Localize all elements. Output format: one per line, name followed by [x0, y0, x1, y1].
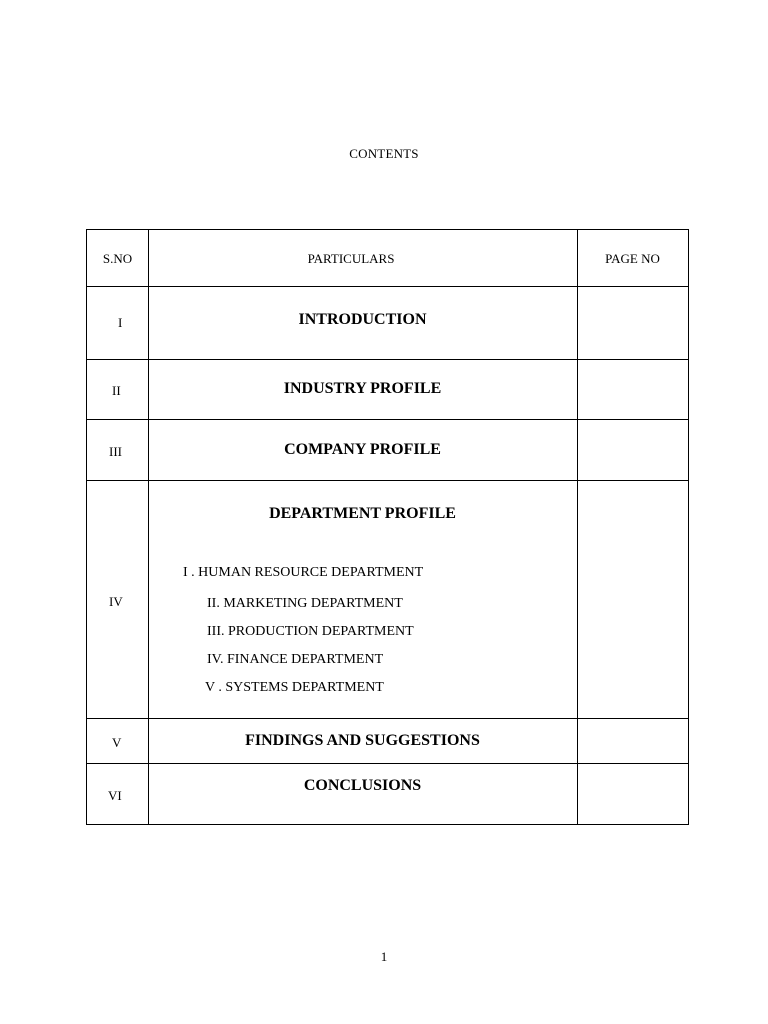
row-divider: [87, 359, 688, 360]
row-particulars: INTRODUCTION: [298, 311, 427, 328]
row-divider: [87, 763, 688, 764]
contents-table: [86, 229, 689, 825]
page-title: CONTENTS: [349, 146, 419, 161]
row-sno: I: [118, 315, 123, 330]
row-sno: VI: [108, 788, 122, 803]
row-divider: [87, 718, 688, 719]
row-particulars: DEPARTMENT PROFILE: [269, 505, 456, 522]
row-sno: III: [109, 444, 122, 459]
row-divider: [87, 419, 688, 420]
sub-item: IV. FINANCE DEPARTMENT: [207, 652, 384, 667]
row-particulars: COMPANY PROFILE: [284, 441, 441, 458]
page-number: 1: [380, 949, 388, 964]
row-sno: IV: [109, 594, 123, 609]
row-particulars: FINDINGS AND SUGGESTIONS: [245, 732, 480, 749]
sub-item: II. MARKETING DEPARTMENT: [207, 596, 403, 611]
sub-item: V . SYSTEMS DEPARTMENT: [205, 680, 384, 695]
header-particulars: PARTICULARS: [307, 251, 395, 266]
sub-item: III. PRODUCTION DEPARTMENT: [207, 624, 414, 639]
header-sno: S.NO: [102, 251, 133, 266]
row-divider: [87, 286, 688, 287]
row-sno: V: [112, 735, 122, 750]
column-divider-page: [577, 230, 578, 824]
row-sno: II: [112, 383, 121, 398]
row-particulars: INDUSTRY PROFILE: [283, 380, 442, 397]
sub-item: I . HUMAN RESOURCE DEPARTMENT: [183, 565, 424, 580]
row-divider: [87, 480, 688, 481]
header-page-no: PAGE NO: [605, 251, 660, 266]
row-particulars: CONCLUSIONS: [303, 777, 422, 794]
